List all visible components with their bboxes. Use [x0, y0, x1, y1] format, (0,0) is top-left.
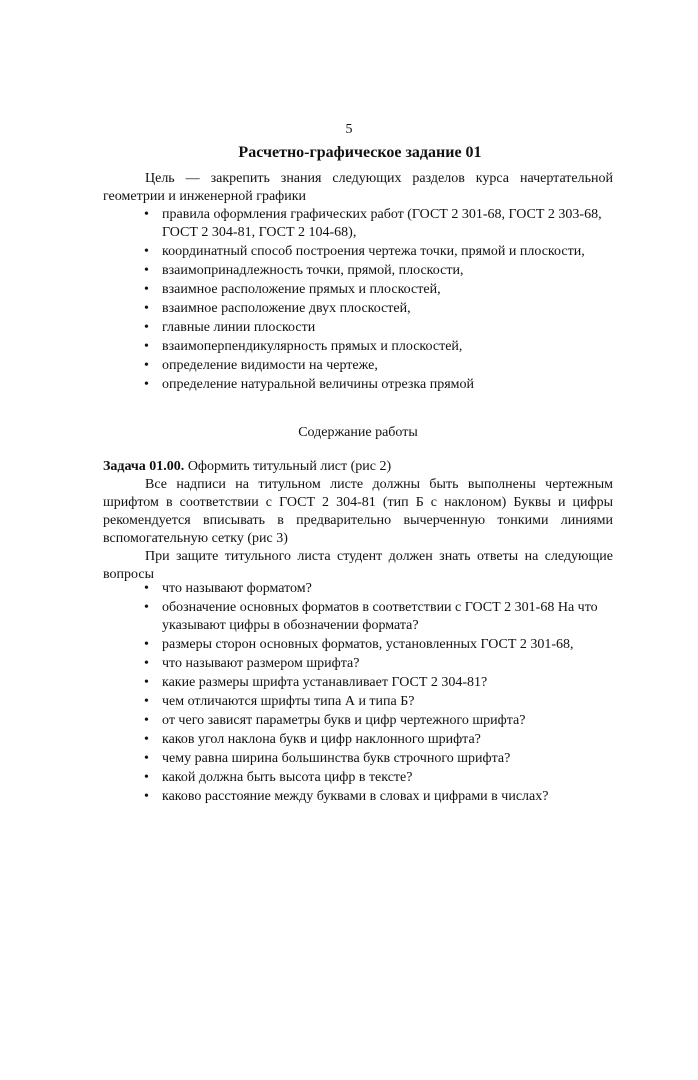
question-text: чему равна ширина большинства букв строчного шрифта? — [162, 751, 511, 766]
goal-item-text: определение видимости на чертеже, — [162, 358, 378, 373]
bullet-icon: • — [144, 789, 149, 804]
list-item — [140, 281, 610, 299]
list-item — [140, 788, 620, 806]
bullet-icon: • — [144, 358, 149, 373]
bullet-icon: • — [144, 637, 149, 652]
goal-item-text: взаимопринадлежность точки, прямой, плоскости, — [162, 263, 464, 278]
question-text: чем отличаются шрифты типа А и типа Б? — [162, 694, 415, 709]
bullet-icon: • — [144, 600, 149, 615]
bullet-icon: • — [144, 713, 149, 728]
list-item — [140, 750, 620, 768]
goal-item-text: главные линии плоскости — [162, 320, 316, 335]
bullet-icon: • — [144, 694, 149, 709]
list-item — [140, 712, 620, 730]
goal-item-text: взаимное расположение прямых и плоскостей, — [162, 282, 441, 297]
goal-item-text: взаимное расположение двух плоскостей, — [162, 301, 411, 316]
bullet-icon: • — [144, 301, 149, 316]
goal-item-text: координатный способ построения чертежа точки, прямой и плоскости, — [162, 244, 585, 259]
bullet-icon: • — [144, 282, 149, 297]
question-text: от чего зависят параметры букв и цифр чертежного шрифта? — [162, 713, 526, 728]
bullet-icon: • — [144, 320, 149, 335]
bullet-icon: • — [144, 581, 149, 596]
bullet-icon: • — [144, 656, 149, 671]
task-paragraph-2 — [103, 548, 613, 584]
question-text: обозначение основных форматов в соответствии с ГОСТ 2 301-68 На что указывают цифры в обозначении формата? — [162, 600, 598, 633]
list-item — [140, 599, 620, 635]
question-text: что называют размером шрифта? — [162, 656, 360, 671]
task-label: Задача 01.00. — [103, 459, 185, 474]
question-text: какие размеры шрифта устанавливает ГОСТ 2 304-81? — [162, 675, 488, 690]
task-paragraph-2-text: При защите титульного листа студент должен знать ответы на следующие вопросы — [103, 549, 613, 582]
goal-item-text: взаимоперпендикулярность прямых и плоскостей, — [162, 339, 463, 354]
question-text: размеры сторон основных форматов, установленных ГОСТ 2 301-68, — [162, 637, 574, 652]
bullet-icon: • — [144, 675, 149, 690]
task-block — [103, 458, 613, 584]
question-text: каков угол наклона букв и цифр наклонного шрифта? — [162, 732, 481, 747]
bullet-icon: • — [144, 732, 149, 747]
bullet-icon: • — [144, 377, 149, 392]
list-item — [140, 319, 610, 337]
list-item — [140, 262, 610, 280]
list-item — [140, 731, 620, 749]
list-item — [140, 693, 620, 711]
list-item — [140, 580, 620, 598]
list-item — [140, 674, 620, 692]
list-item — [140, 338, 610, 356]
question-text: что называют форматом? — [162, 581, 312, 596]
task-paragraph-1-text: Все надписи на титульном листе должны быть выполнены чертежным шрифтом в соответствии с ГОСТ 2 304-81 (тип Б с наклоном) Буквы и цифры рекомендуется вписывать в предварительно вычерченную тонкими линиями вспомогательную сетку (рис 3) — [103, 477, 613, 546]
goal-paragraph — [103, 170, 613, 206]
page-number: 5 — [345, 122, 353, 137]
question-text: какой должна быть высота цифр в тексте? — [162, 770, 413, 785]
questions-list — [140, 580, 620, 807]
list-item — [140, 655, 620, 673]
list-item — [140, 357, 610, 375]
list-item — [140, 769, 620, 787]
list-item — [140, 376, 610, 394]
task-paragraph-1 — [103, 476, 613, 548]
list-item — [140, 300, 610, 318]
bullet-icon: • — [144, 207, 149, 222]
task-title: Оформить титульный лист (рис 2) — [187, 459, 392, 474]
content-heading: Содержание работы — [298, 425, 418, 440]
bullet-icon: • — [144, 751, 149, 766]
task-heading — [103, 458, 613, 476]
bullet-icon: • — [144, 244, 149, 259]
goal-text: Цель — закрепить знания следующих разделов курса начертательной геометрии и инженерной графики — [103, 171, 613, 204]
bullet-icon: • — [144, 770, 149, 785]
page-title: Расчетно-графическое задание 01 — [238, 144, 482, 161]
list-item — [140, 206, 610, 242]
list-item — [140, 243, 610, 261]
list-item — [140, 636, 620, 654]
bullet-icon: • — [144, 339, 149, 354]
question-text: каково расстояние между буквами в словах и цифрами в числах? — [162, 789, 549, 804]
goal-list — [140, 206, 610, 395]
goal-item-text: правила оформления графических работ (ГОСТ 2 301-68, ГОСТ 2 303-68, ГОСТ 2 304-81, ГОСТ 2 104-68), — [162, 207, 602, 240]
bullet-icon: • — [144, 263, 149, 278]
goal-item-text: определение натуральной величины отрезка прямой — [162, 377, 474, 392]
